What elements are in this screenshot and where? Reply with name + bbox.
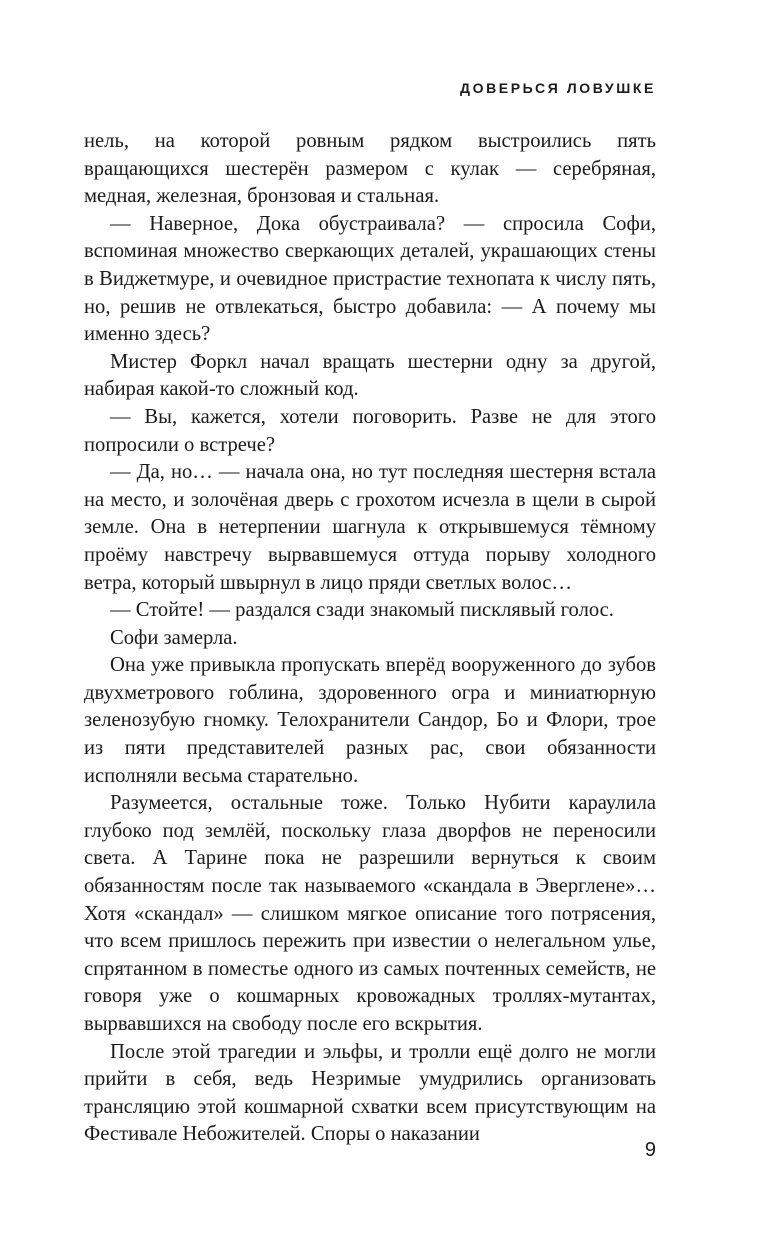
page-number: 9: [644, 1139, 656, 1161]
paragraph: Софи замерла.: [110, 626, 238, 649]
paragraph: Мистер Форкл начал вращать шестерни одну за другой, набирая какой-то сложный код.: [84, 350, 656, 401]
paragraph: — Стойте! — раздался сзади знакомый писклявый голос.: [110, 599, 614, 622]
paragraph: После этой трагедии и эльфы, и тролли ещё долго не могли прийти в себя, ведь Незримые умудрились организовать трансляцию этой кошмарной схватки всем присутствующим на Фестивале Небожителей. Споры о наказании: [84, 1040, 656, 1146]
paragraph: — Наверное, Дока обустраивала? — спросила Софи, вспоминая множество сверкающих деталей, украшающих стены в Виджетмуре, и очевидное пристрастие технопата к числу пять, но, решив не отвлекаться, быстро добавила: — А почему мы именно здесь?: [84, 212, 656, 346]
paragraph: Она уже привыкла пропускать вперёд вооруженного до зубов двухметрового гоблина, здоровенного огра и миниатюрную зеленозубую гномку. Телохранители Сандор, Бо и Флори, трое из пяти представителей разных рас, свои обязанности исполняли весьма старательно.: [84, 654, 656, 787]
paragraph: — Вы, кажется, хотели поговорить. Разве не для этого попросили о встрече?: [84, 405, 656, 456]
paragraph: Разумеется, остальные тоже. Только Нубити караулила глубоко под землёй, поскольку глаза дворфов не переносили света. А Тарине пока не разрешили вернуться к своим обязанностям после так называемого «скандала в Эверглене»… Хотя «скандал» — слишком мягкое описание того потрясения, что всем пришлось пережить при известии о нелегальном улье, спрятанном в поместье одного из самых почтенных семейств, не говоря уже о кошмарных кровожадных троллях-мутантах, вырвавшихся на свободу после его вскрытия.: [84, 792, 656, 1035]
body-text: [84, 128, 656, 1149]
paragraph: нель, на которой ровным рядком выстроились пять вращающихся шестерён размером с кулак — серебряная, медная, железная, бронзовая и стальная.: [84, 130, 656, 208]
paragraph: — Да, но… — начала она, но тут последняя шестерня встала на место, и золочёная дверь с грохотом исчезла в щели в сырой земле. Она в нетерпении шагнула к открывшемуся тёмному проёму навстречу вырвавшемуся оттуда порыву холодного ветра, который швырнул в лицо пряди светлых волос…: [84, 461, 656, 594]
running-title: ДОВЕРЬСЯ ЛОВУШКЕ: [460, 80, 656, 96]
